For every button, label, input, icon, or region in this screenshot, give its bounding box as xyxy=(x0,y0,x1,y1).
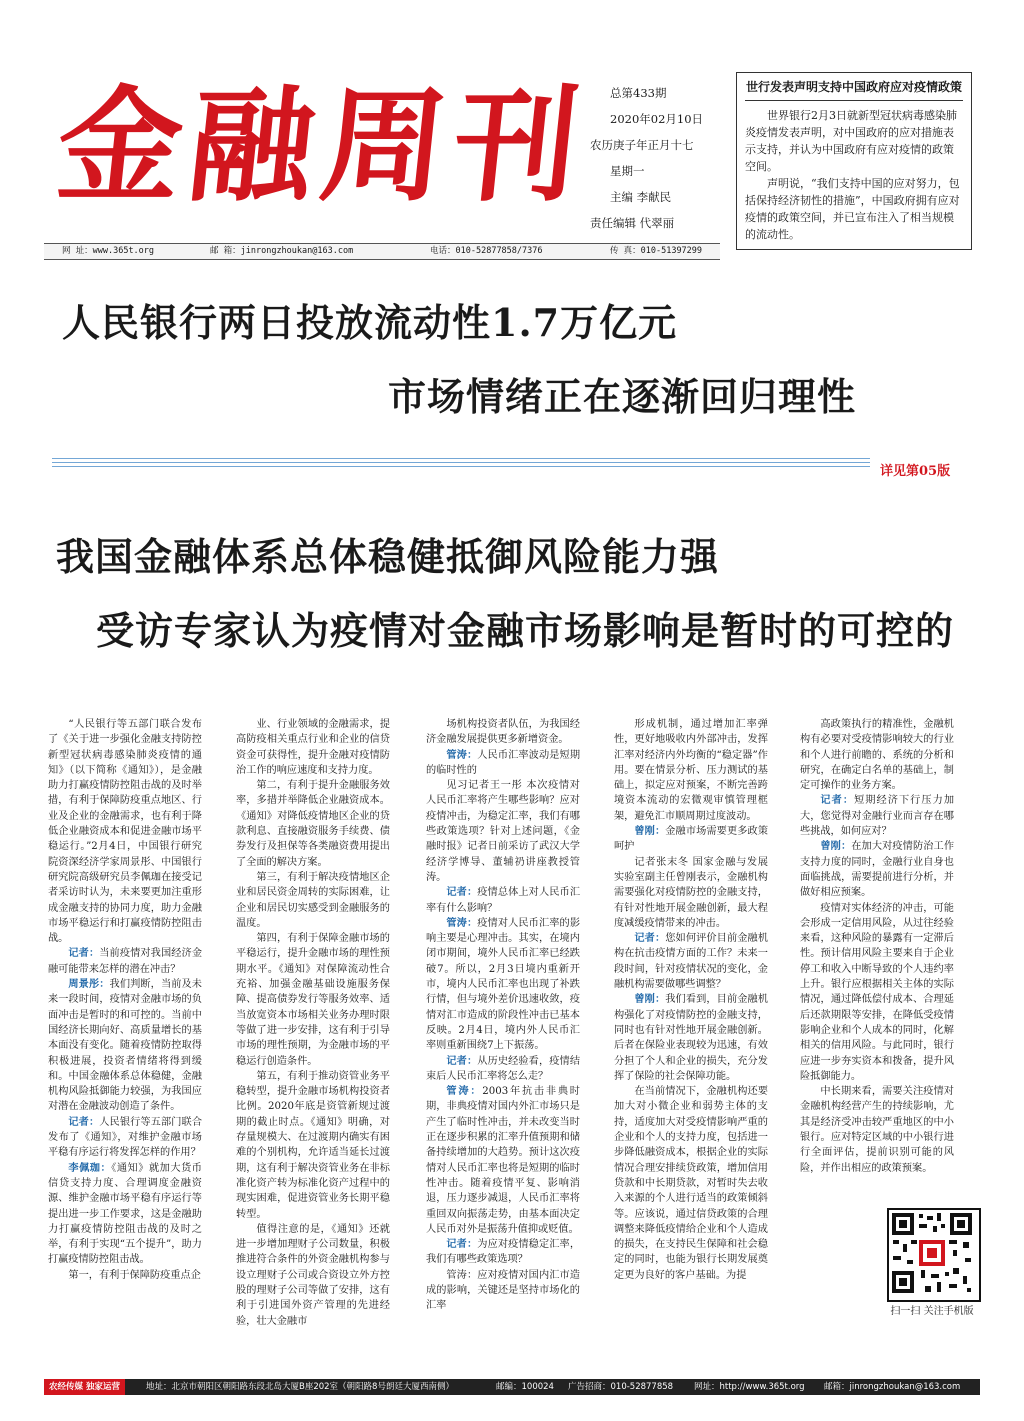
article-paragraph: 高政策执行的精准性，金融机构有必要对受疫情影响较大的行业和个人进行前瞻的、系统的分析和研究，在确定白名单的基础上，制定可操作的业务方案。 xyxy=(800,719,954,792)
speaker-label: 记者： xyxy=(68,1115,100,1128)
speaker-label: 记者： xyxy=(446,1054,478,1067)
lead-headline-1: 人民银行两日投放流动性1.7万亿元 xyxy=(62,300,678,345)
ad-phone: 广告招商：010-52877858 xyxy=(568,1382,674,1392)
article-paragraph: 记者张末冬 国家金融与发展实验室副主任曾刚表示，金融机构需要强化对疫情防控的金融支持，有针对性地开展金融创新，最大程度减缓疫情带来的冲击。 xyxy=(614,856,768,929)
footer-bar xyxy=(44,1379,980,1395)
speaker-label: 记者： xyxy=(634,932,666,945)
qr-caption: 扫一扫 关注手机版 xyxy=(890,1306,974,1317)
article-paragraph: 场机构投资者队伍，为我国经济金融发展提供更多新增资金。 xyxy=(426,719,580,746)
phone: 电话：010-52877858/7376 xyxy=(430,246,543,256)
article-paragraph: 管涛：2003年抗击非典时期，非典疫情对国内外汇市场只是产生了临时性冲击，并未改变当时正在逐步积累的汇率升值预期和储备持续增加的大趋势。预计这次疫情对人民币汇率也将是短期的临时性冲击。随着疫情平复、影响消退，压力逐步减退，人民币汇率将重回双向振荡走势，由基本面决定人民币对外是振荡升值抑或贬值。 xyxy=(426,1085,580,1235)
speaker-label: 曾刚： xyxy=(634,993,666,1006)
speaker-label: 曾刚： xyxy=(820,840,852,853)
article-paragraph: 第二，有利于提升金融服务效率，多措并举降低企业融资成本。《通知》对降低疫情地区企业的贷款利息、直接融资服务手续费、债券发行及担保等各类融资费用提出了全面的解决方案。 xyxy=(236,780,390,868)
qr-code[interactable] xyxy=(887,1208,981,1302)
article-paragraph: 管涛：应对疫情对国内汇市造成的影响，关键还是坚持市场化的汇率 xyxy=(426,1269,580,1312)
speaker-label: 管涛： xyxy=(446,1085,483,1098)
website[interactable]: 网 址：www.365t.org xyxy=(62,246,155,256)
issue-info xyxy=(590,80,720,236)
speaker-label: 记者： xyxy=(820,794,855,807)
speaker-label: 管涛： xyxy=(446,916,478,929)
article-paragraph: 记者：短期经济下行压力加大，您觉得对金融行业而言存在哪些挑战，如何应对？ xyxy=(800,794,954,838)
article-paragraph: 李佩珈：《通知》就加大货币信贷支持力度、合理调度金融资源、维护金融市场平稳有序运行等提出进一步工作要求，这是金融助力打赢疫情防控阻击战的及时之举，有利于实现“五个提升”，助力打赢疫情防控阻击战。 xyxy=(48,1161,202,1266)
article-column-2 xyxy=(236,717,390,1377)
issue-date: 2020年02月10日 xyxy=(610,112,704,126)
article-paragraph: 管涛：疫情对人民币汇率的影响主要是心理冲击。其实，在境内闭市期间，境外人民币汇率已经跌破7。所以，2月3日境内重新开市，境内人民币汇率也出现了补跌行情，但与境外差价迅速收敛，疫情对汇市造成的阶段性冲击已基本反映。2月4日，境内外人民币汇率则重新围绕7上下振荡。 xyxy=(426,916,580,1052)
article-paragraph: “人民银行等五部门联合发布了《关于进一步强化金融支持防控新型冠状病毒感染肺炎疫情的通知》（以下简称《通知》），是金融助力打赢疫情防控阻击战的及时举措，有利于保障防疫重点地区、行业及企业的金融需求，也有利于降低企业融资成本和促进金融市场平稳运行。”2月4日，中国银行研究院资深经济学家周景彤、中国银行研究院高级研究员李佩珈在接受记者采访时认为，未来要更加注重形成金融支持的协同力度，助力金融市场平稳运行和打赢疫情防控阻击战。 xyxy=(48,719,202,945)
article-paragraph: 记者：人民银行等五部门联合发布了《通知》，对维护金融市场平稳有序运行将发挥怎样的作用？ xyxy=(48,1115,202,1159)
speaker-label: 管涛： xyxy=(446,748,478,761)
postcode: 邮编：100024 xyxy=(496,1382,554,1392)
lunar-date: 农历庚子年正月十七 xyxy=(590,138,694,152)
lead-headline-2: 市场情绪正在逐渐回归理性 xyxy=(388,374,857,419)
divider xyxy=(52,466,870,467)
article-paragraph: 值得注意的是，《通知》还就进一步增加理财子公司数量，积极推进符合条件的外资金融机构参与设立理财子公司或合资设立外方控股的理财子公司等做了安排，这有利于引进国外资产管理的先进经验，壮大金融市 xyxy=(236,1223,390,1327)
article-paragraph: 第一，有利于保障防疫重点企 xyxy=(68,1269,201,1281)
second-headline-1: 我国金融体系总体稳健抵御风险能力强 xyxy=(56,534,720,579)
article-paragraph: 在当前情况下，金融机构还要加大对小微企业和弱势主体的支持，适度加大对受疫情影响严重的企业和个人的支持力度，包括进一步降低融资成本，根据企业的实际情况合理安排续贷政策，增加信用贷款和中长期贷款，对暂时失去收入来源的个人进行适当的政策倾斜等。应该说，通过信贷政策的合理调整来降低疫情给企业和个人造成的损失，在支持民生保障和社会稳定的同时，也能为银行长期发展奠定更为良好的客户基础。为提 xyxy=(614,1086,768,1281)
issue-number: 总第433期 xyxy=(610,86,667,100)
article-paragraph: 业、行业领域的金融需求，提高防疫相关重点行业和企业的信贷资金可获得性，提升金融对疫情防治工作的响应速度和支持力度。 xyxy=(236,719,390,776)
article-paragraph: 见习记者王一彤 本次疫情对人民币汇率将产生哪些影响？应对疫情冲击，为稳定汇率，我们有哪些政策选项？针对上述问题，《金融时报》记者日前采访了武汉大学经济学博导、董辅礽讲座教授管涛。 xyxy=(426,780,580,883)
speaker-label: 记者： xyxy=(446,886,478,899)
footer-website[interactable]: 网址：http://www.365t.org xyxy=(694,1382,805,1392)
article-paragraph: 曾刚：金融市场需要更多政策呵护 xyxy=(614,825,768,853)
duty-editor: 责任编辑 代翠丽 xyxy=(590,216,675,230)
divider xyxy=(52,462,870,463)
sidebar-paragraph: 世界银行2月3日就新型冠状病毒感染肺炎疫情发表声明，对中国政府的应对措施表示支持，并认为中国政府有应对疫情的政策空间。 xyxy=(745,109,957,173)
article-paragraph: 记者：为应对疫情稳定汇率，我们有哪些政策选项？ xyxy=(426,1238,580,1266)
article-column-5 xyxy=(800,717,954,1192)
masthead xyxy=(50,62,594,232)
article-paragraph: 第三，有利于解决疫情地区企业和居民资金周转的实际困难，让企业和居民切实感受到金融服务的温度。 xyxy=(236,871,390,929)
speaker-label: 曾刚： xyxy=(634,825,666,838)
article-paragraph: 周景彤：我们判断，当前及未来一段时间，疫情对金融市场的负面冲击是暂时的和可控的。当前中国经济长期向好、高质量增长的基本面没有变化。随着疫情防控取得积极进展，投资者情绪将得到缓和。中国金融体系总体稳健，金融机构风险抵御能力较强，为我国应对潜在金融波动创造了条件。 xyxy=(48,978,202,1113)
email[interactable]: 邮 箱：jinrongzhoukan@163.com xyxy=(210,246,354,256)
divider xyxy=(52,458,870,459)
article-paragraph: 第四，有利于保障金融市场的平稳运行，提升金融市场的理性预期水平。《通知》对保障流动性合充裕、加强金融基础设施服务保障、提高债券发行等服务效率、适当放宽资本市场相关业务办理时限等做了进一步安排，这有利于引导市场的理性预期，为金融市场的平稳运行创造条件。 xyxy=(236,933,390,1067)
article-paragraph: 曾刚：我们看到，目前金融机构强化了对疫情防控的金融支持，同时也有针对性地开展金融创新。后者在保险业表现较为迅速，有效分担了个人和企业的损失，充分发挥了保险的社会保障功能。 xyxy=(614,993,768,1082)
article-column-3 xyxy=(426,717,580,1377)
article-column-4 xyxy=(614,717,768,1377)
article-paragraph: 管涛：人民币汇率波动是短期的临时性的 xyxy=(426,748,580,776)
contact-bar xyxy=(44,243,720,260)
newspaper-title: 金融周刊 xyxy=(50,74,594,219)
address: 地址：北京市朝阳区朝阳路东段北岛大厦B座202室（朝阳路8号朗廷大厦西南侧） xyxy=(146,1382,454,1392)
sidebar-news-box xyxy=(736,72,972,250)
qr-code-icon xyxy=(889,1210,975,1296)
article-paragraph: 疫情对实体经济的冲击，可能会形成一定信用风险，从过往经验来看，这种风险的暴露有一定滞后性。预计信用风险主要来自于企业停工和收入中断导致的个人违约率上升。银行应根据相关主体的实际情况，通过降低偿付成本、合理延后还款期限等安排，在降低受疫情影响企业和个人成本的同时，化解相关的信用风险。与此同时，银行应进一步夯实资本和拨备，提升风险抵御能力。 xyxy=(800,902,954,1082)
article-paragraph: 第五，有利于推动资管业务平稳转型，提升金融市场机构投资者比例。2020年底是资管新规过渡期的截止时点。《通知》明确，对存量规模大、在过渡期内确实有困难的个别机构，允许适当延长过渡期，这有利于解决资管业务在非标准化资产转为标准化资产过程中的现实困难，促进资管业务长期平稳转型。 xyxy=(236,1070,390,1220)
speaker-label: 周景彤： xyxy=(68,978,110,991)
article-paragraph: 形成机制，通过增加汇率弹性，更好地吸收内外部冲击，发挥汇率对经济内外均衡的“稳定器”作用。要在情景分析、压力测试的基础上，拟定应对预案，不断完善跨境资本流动的宏微观审慎管理框架，避免汇市顺周期过度波动。 xyxy=(614,719,768,822)
second-headline-2: 受访专家认为疫情对金融市场影响是暂时的可控的 xyxy=(96,608,955,653)
article-paragraph: 曾刚：在加大对疫情防治工作支持力度的同时，金融行业自身也面临挑战，需要提前进行分析，并做好相应预案。 xyxy=(800,840,954,899)
article-paragraph: 中长期来看，需要关注疫情对金融机构经营产生的持续影响，尤其是经济受冲击较严重地区的中小银行。应对特定区域的中小银行进行全面评估，提前识别可能的风险，并作出相应的政策预案。 xyxy=(800,1086,954,1174)
sidebar-headline: 世行发表声明支持中国政府应对疫情政策 xyxy=(745,79,963,101)
speaker-label: 记者： xyxy=(68,947,100,960)
weekday: 星期一 xyxy=(610,164,645,178)
footer-email[interactable]: 邮箱：jinrongzhoukan@163.com xyxy=(824,1382,961,1392)
see-detail-link[interactable]: 详见第05版 xyxy=(880,464,951,479)
article-paragraph: 记者：当前疫情对我国经济金融可能带来怎样的潜在冲击？ xyxy=(48,947,202,975)
speaker-label: 李佩珈： xyxy=(68,1161,112,1174)
article-paragraph: 记者：从历史经验看，疫情结束后人民币汇率将怎么走？ xyxy=(426,1054,580,1082)
speaker-label: 记者： xyxy=(446,1238,478,1251)
sidebar-paragraph: 声明说，“我们支持中国的应对努力，包括保持经济韧性的措施”，中国政府拥有应对疫情的政策空间，并已宣布注入了相当规模的流动性。 xyxy=(745,177,960,241)
article-paragraph: 记者：您如何评价目前金融机构在抗击疫情方面的工作？未来一段时间，针对疫情状况的变化，金融机构需要做哪些调整？ xyxy=(614,932,768,991)
article-paragraph: 记者：疫情总体上对人民币汇率有什么影响？ xyxy=(426,886,580,914)
operator-tag: 农经传媒 独家运营 xyxy=(44,1379,125,1395)
article-column-1 xyxy=(48,717,202,1377)
fax: 传 真：010-51397299 xyxy=(610,246,703,256)
chief-editor: 主编 李献民 xyxy=(610,190,672,204)
